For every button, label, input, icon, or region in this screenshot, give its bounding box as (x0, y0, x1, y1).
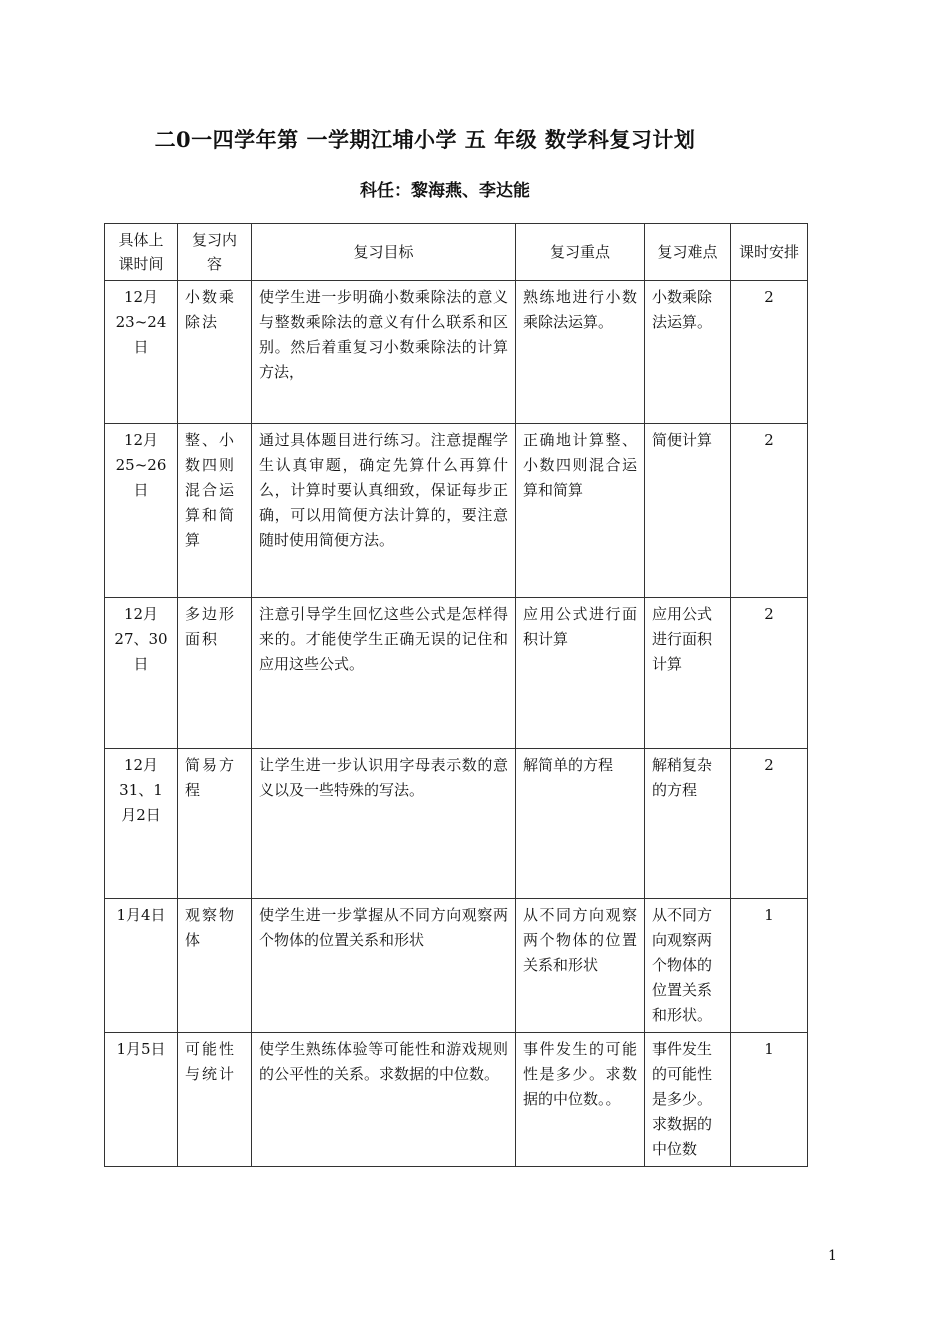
cell-content: 整、小数四则混合运算和简算 (178, 424, 252, 598)
cell-content: 可能性与统计 (178, 1033, 252, 1167)
cell-goal: 让学生进一步认识用字母表示数的意义以及一些特殊的写法。 (252, 749, 516, 899)
table-row (105, 281, 808, 424)
cell-content: 观察物体 (178, 899, 252, 1033)
review-plan-table (104, 223, 808, 1167)
cell-time: 12月 31、1月2日 (105, 749, 178, 899)
cell-content: 小数乘除法 (178, 281, 252, 424)
cell-focus: 解简单的方程 (516, 749, 645, 899)
cell-time: 12月 27、30日 (105, 598, 178, 749)
cell-content: 多边形面积 (178, 598, 252, 749)
cell-time: 1月5日 (105, 1033, 178, 1167)
cell-hours: 1 (731, 1033, 808, 1167)
cell-difficulty: 应用公式进行面积计算 (645, 598, 731, 749)
cell-difficulty: 从不同方向观察两个物体的位置关系和形状。 (645, 899, 731, 1033)
cell-goal: 注意引导学生回忆这些公式是怎样得来的。才能使学生正确无误的记住和应用这些公式。 (252, 598, 516, 749)
cell-focus: 事件发生的可能性是多少。求数据的中位数。。 (516, 1033, 645, 1167)
cell-time: 12月 25~26日 (105, 424, 178, 598)
cell-difficulty: 简便计算 (645, 424, 731, 598)
header-hours: 课时安排 (731, 224, 808, 281)
cell-difficulty: 事件发生的可能性是多少。求数据的中位数 (645, 1033, 731, 1167)
cell-hours: 2 (731, 749, 808, 899)
cell-time: 1月4日 (105, 899, 178, 1033)
header-goal: 复习目标 (252, 224, 516, 281)
cell-goal: 使学生熟练体验等可能性和游戏规则的公平性的关系。求数据的中位数。 (252, 1033, 516, 1167)
cell-hours: 2 (731, 598, 808, 749)
document-title: 二0一四学年第 一学期江埔小学 五 年级 数学科复习计划 (154, 127, 696, 152)
header-time: 具体上课时间 (105, 224, 178, 281)
cell-focus: 熟练地进行小数乘除法运算。 (516, 281, 645, 424)
table-row (105, 749, 808, 899)
cell-difficulty: 小数乘除法运算。 (645, 281, 731, 424)
cell-difficulty: 解稍复杂的方程 (645, 749, 731, 899)
header-difficulty: 复习难点 (645, 224, 731, 281)
cell-goal: 通过具体题目进行练习。注意提醒学生认真审题，确定先算什么再算什么，计算时要认真细致，保证每步正确，可以用简便方法计算的，要注意随时使用简便方法。 (252, 424, 516, 598)
table-row (105, 1033, 808, 1167)
cell-focus: 正确地计算整、小数四则混合运算和简算 (516, 424, 645, 598)
table-row (105, 424, 808, 598)
cell-time: 12月 23~24日 (105, 281, 178, 424)
cell-goal: 使学生进一步掌握从不同方向观察两个物体的位置关系和形状 (252, 899, 516, 1033)
cell-content: 简易方程 (178, 749, 252, 899)
cell-hours: 2 (731, 281, 808, 424)
header-content: 复习内容 (178, 224, 252, 281)
table-row (105, 899, 808, 1033)
document-subtitle: 科任：黎海燕、李达能 (360, 181, 530, 201)
cell-goal: 使学生进一步明确小数乘除法的意义与整数乘除法的意义有什么联系和区别。然后着重复习小数乘除法的计算方法， (252, 281, 516, 424)
cell-focus: 应用公式进行面积计算 (516, 598, 645, 749)
table-header-row (105, 224, 808, 281)
cell-hours: 2 (731, 424, 808, 598)
cell-hours: 1 (731, 899, 808, 1033)
cell-focus: 从不同方向观察两个物体的位置关系和形状 (516, 899, 645, 1033)
table-row (105, 598, 808, 749)
header-focus: 复习重点 (516, 224, 645, 281)
page-number: 1 (828, 1248, 837, 1264)
